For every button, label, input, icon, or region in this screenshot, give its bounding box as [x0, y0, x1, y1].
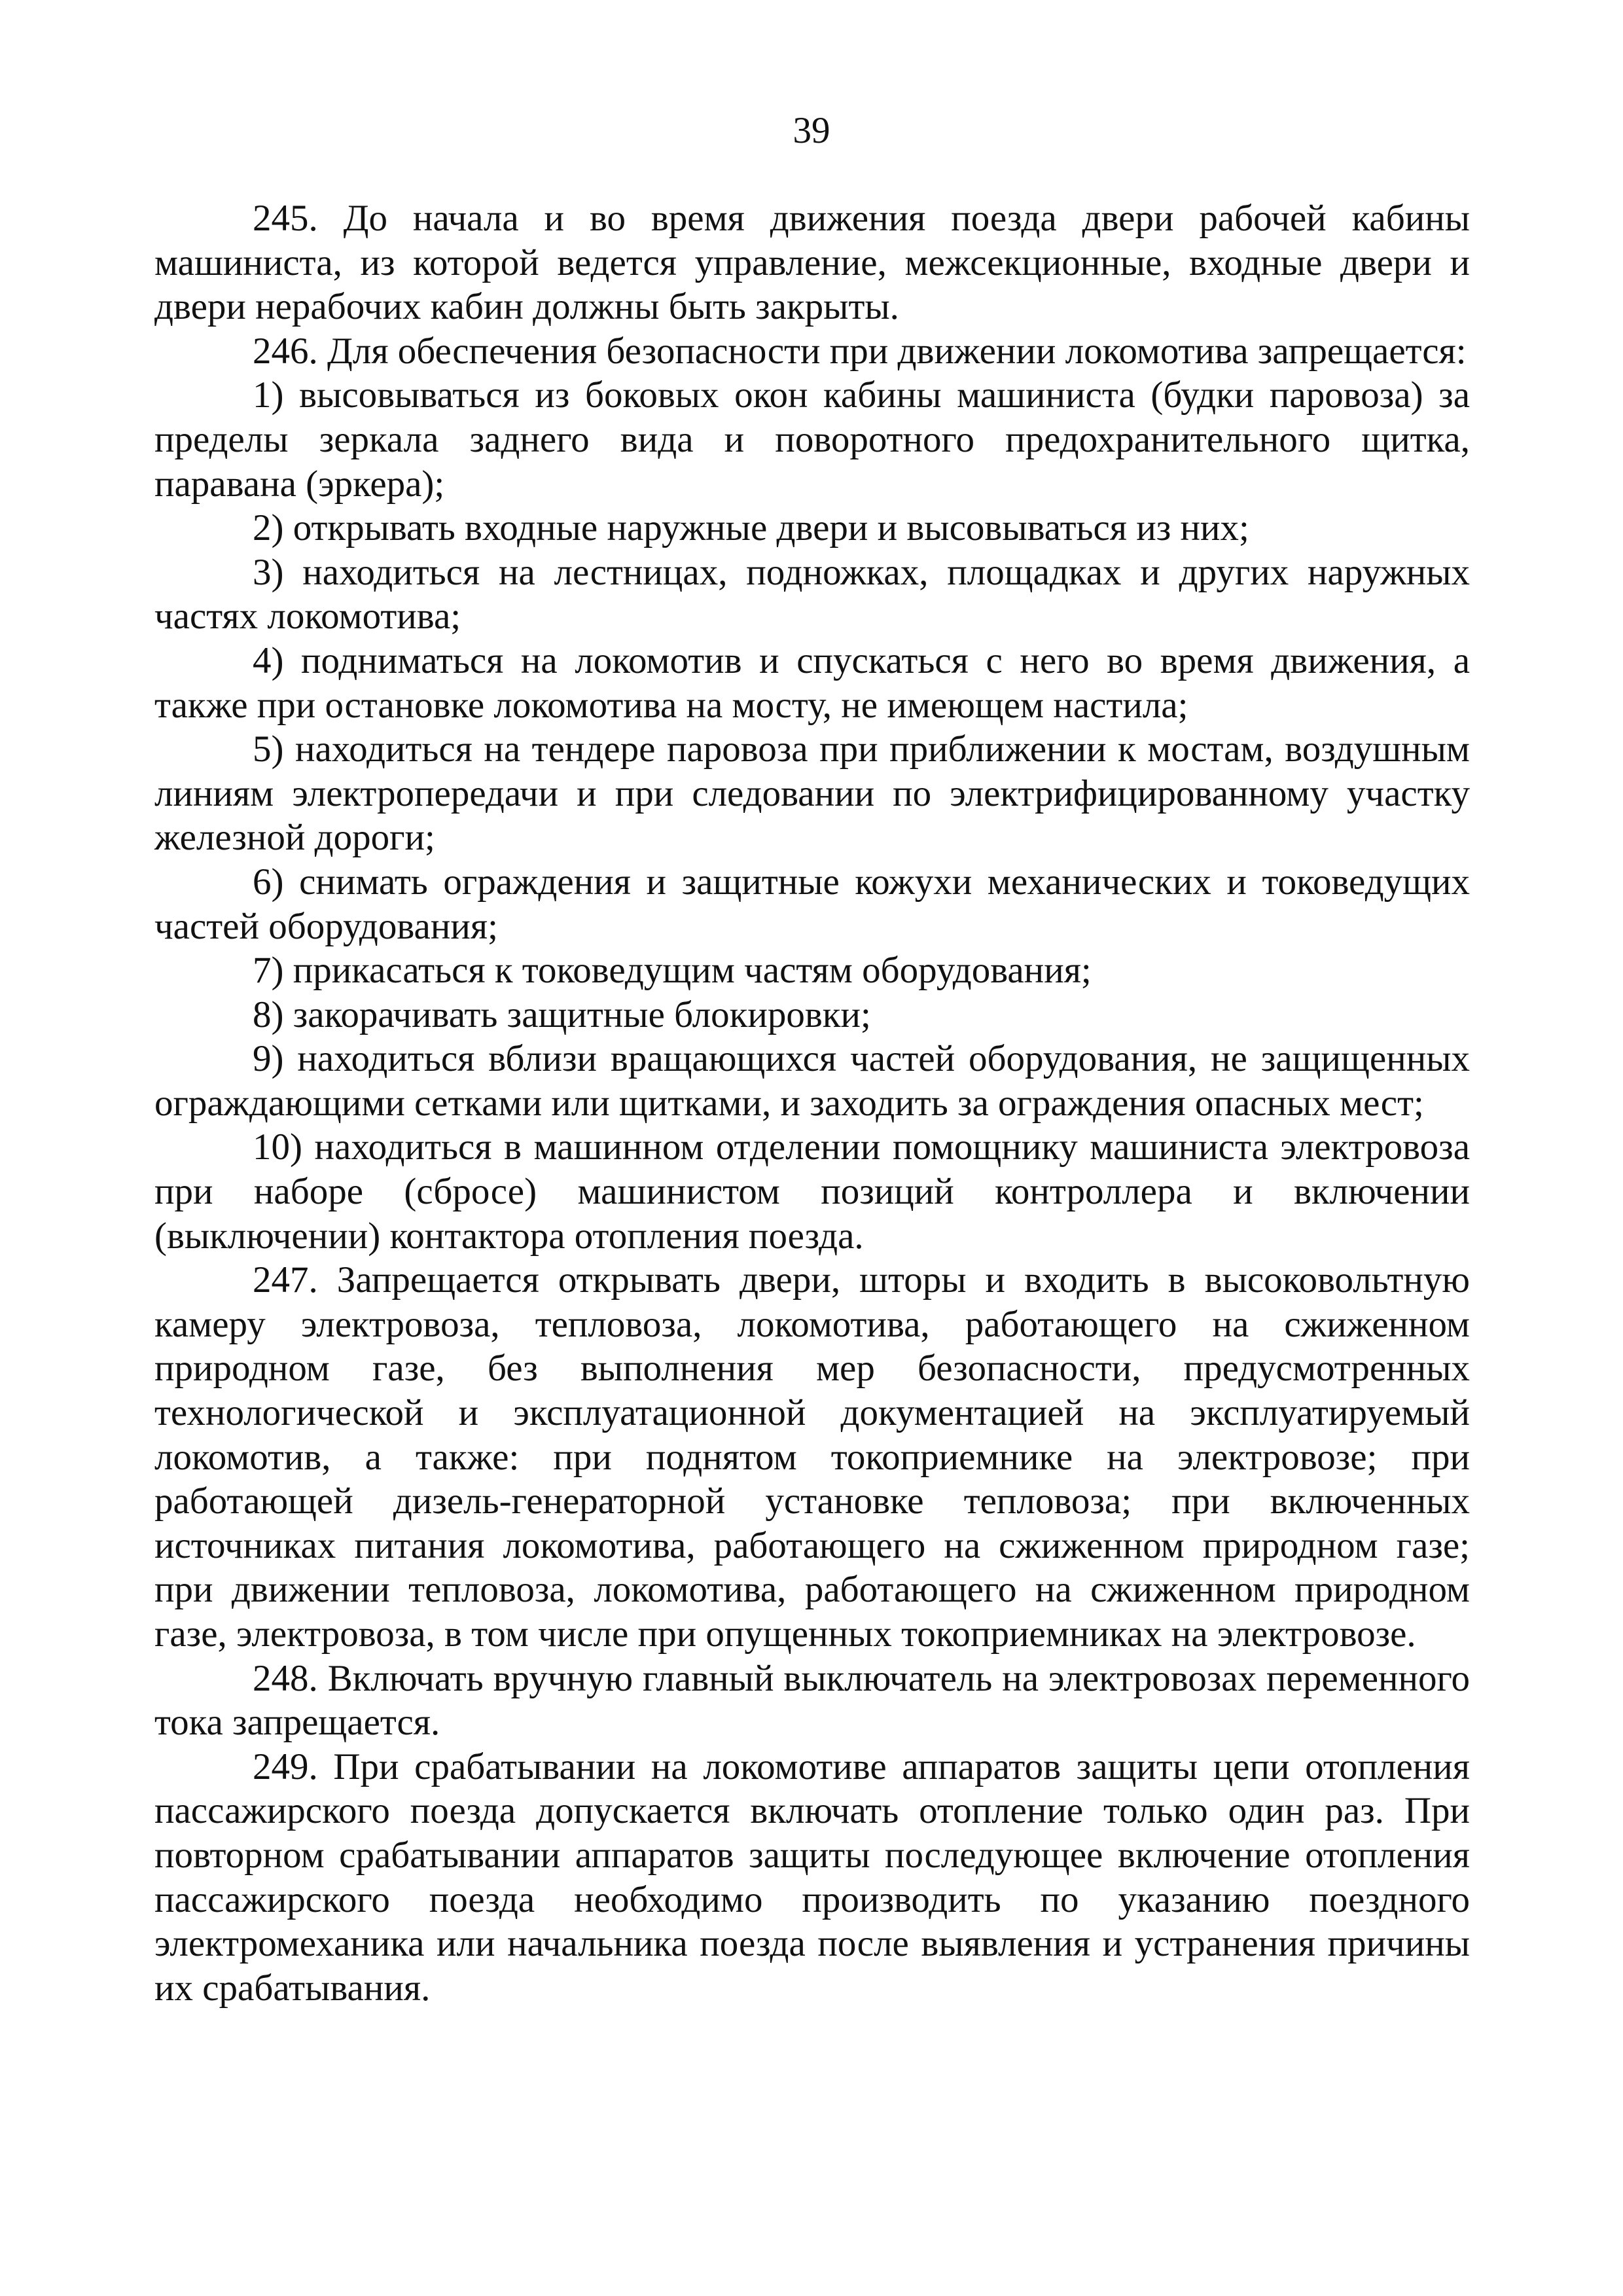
list-item-3: 3) находиться на лестницах, подножках, площадках и других наружных частях локомотива; — [154, 551, 1470, 637]
paragraph-247: 247. Запрещается открывать двери, шторы и входить в высоковольтную камеру электровоза, тепловоза, локомотива, работающего на сжиженном природном газе, без выполнения мер безопасности, предусмотренных технологической и эксплуатационной документацией на эксплуатируемый локомотив, а также: при поднятом токоприемнике на электровозе; при работающей дизель-генераторной установке тепловоза; при включенных источниках питания локомотива, работающего на сжиженном природном газе; при движении тепловоза, локомотива, работающего на сжиженном природном газе, электровоза, в том числе при опущенных токоприемниках на электровозе. — [154, 1259, 1470, 1655]
paragraph-249: 249. При срабатывании на локомотиве аппаратов защиты цепи отопления пассажирского поезда допускается включать отопление только один раз. При повторном срабатывании аппаратов защиты последующее включение отопления пассажирского поезда необходимо производить по указанию поездного электромеханика или начальника поезда после выявления и устранения причины их срабатывания. — [154, 1746, 1470, 2009]
paragraph-248: 248. Включать вручную главный выключатель на электровозах переменного тока запрещается. — [154, 1657, 1470, 1744]
list-item-10: 10) находиться в машинном отделении помощнику машиниста электровоза при наборе (сбросе) машинистом позиций контроллера и включении (выключении) контактора отопления поезда. — [154, 1126, 1470, 1257]
list-item-7: 7) прикасаться к токоведущим частям оборудования; — [253, 950, 1092, 992]
list-item-9: 9) находиться вблизи вращающихся частей оборудования, не защищенных ограждающими сетками или щитками, и заходить за ограждения опасных мест; — [154, 1038, 1470, 1124]
list-item-1: 1) высовываться из боковых окон кабины машиниста (будки паровоза) за пределы зеркала заднего вида и поворотного предохранительного щитка, паравана (эркера); — [154, 374, 1470, 505]
paragraph-246: 246. Для обеспечения безопасности при движении локомотива запрещается: — [253, 330, 1467, 372]
document-body — [154, 196, 1470, 2010]
list-item-4: 4) подниматься на локомотив и спускаться с него во время движения, а также при остановке локомотива на мосту, не имеющем настила; — [154, 639, 1470, 726]
page-number: 39 — [793, 110, 830, 151]
list-item-6: 6) снимать ограждения и защитные кожухи механических и токоведущих частей оборудования; — [154, 861, 1470, 947]
paragraph-245: 245. До начала и во время движения поезда двери рабочей кабины машиниста, из которой ведется управление, межсекционные, входные двери и двери нерабочих кабин должны быть закрыты. — [154, 198, 1470, 328]
list-item-5: 5) находиться на тендере паровоза при приближении к мостам, воздушным линиям электропередачи и при следовании по электрифицированному участку железной дороги; — [154, 728, 1470, 859]
list-item-2: 2) открывать входные наружные двери и высовываться из них; — [253, 507, 1249, 549]
list-item-8: 8) закорачивать защитные блокировки; — [253, 994, 871, 1035]
